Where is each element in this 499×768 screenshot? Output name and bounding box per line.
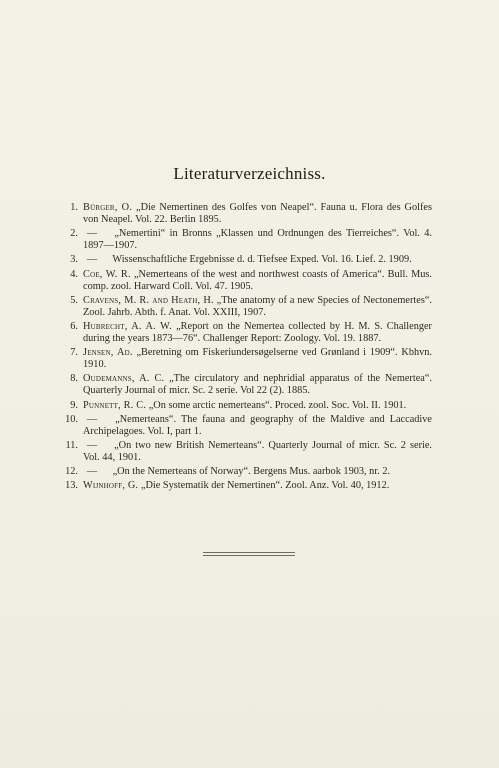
reference-author: Punnett, R. C. [83,399,147,411]
reference-text: Wissenschaftliche Ergebnisse d. d. Tiefsee Exped. Vol. 16. Lief. 2. 1909. [112,254,412,266]
reference-author: — [86,228,98,240]
reference-item [56,466,432,478]
reference-author: — [86,254,98,266]
reference-text: „Die Nemertinen des Golfes von Neapel“. Fauna u. Flora des Golfes von Neapel. Vol. 22. Berlin 1895. [83,202,432,225]
reference-item [56,321,432,345]
reference-item [56,480,432,492]
reference-author: Jensen, Ad. [83,347,133,359]
reference-text: „Nemertini“ in Bronns „Klassen und Ordnungen des Tierreiches“. Vol. 4. 1897—1907. [83,228,432,252]
reference-number: 9. [70,399,78,411]
reference-number: 2. [70,228,78,240]
reference-number: 1. [70,202,78,213]
reference-text: „On two new British Nemerteans“. Quarterly Journal of micr. Sc. 2 serie. Vol. 44, 1901. [83,439,433,463]
reference-item [56,440,432,464]
reference-author: — [86,439,98,451]
reference-number: 8. [70,373,78,385]
reference-number: 11. [65,439,78,451]
reference-list [56,202,432,494]
reference-author: Bürger, O. [83,202,133,213]
reference-number: 12. [65,466,78,478]
reference-item [56,400,432,412]
reference-item [56,269,432,293]
reference-item [56,228,432,252]
reference-author: — [86,413,98,425]
reference-text: „On some arctic nemerteans“. Proced. zool. Soc. Vol. II. 1901. [148,399,407,411]
reference-number: 6. [70,320,78,332]
reference-text: „Die Systematik der Nemertinen“. Zool. Anz. Vol. 40, 1912. [140,480,390,492]
double-rule-divider [203,552,295,556]
reference-item [56,414,432,438]
reference-number: 7. [70,347,78,359]
reference-text: „Nemerteans“. The fauna and geography of the Maldive and Laccadive Archipelagoes. Vol. I, part 1. [83,413,432,437]
reference-text: „The anatomy of a new Species of Nectonemertes“. Zool. Jahrb. Abth. f. Anat. Vol. XXIII, 1907. [83,294,432,318]
reference-number: 13. [65,480,78,492]
reference-author: Wijnhoff, G. [83,480,139,492]
reference-number: 3. [70,254,78,266]
reference-text: „Report on the Nemertea collected by H. M. S. Challenger during the years 1873—76“. Challenger Report: Zoology. Vol. 19. 1887. [83,320,432,344]
page-title: Literaturverzeichniss. [173,164,326,183]
reference-item [56,347,432,371]
reference-author: Hubrecht, A. A. W. [83,320,172,332]
reference-number: 10. [65,413,78,425]
reference-item [56,373,432,397]
reference-text: „Nemerteans of the west and northwest coasts of America“. Bull. Mus. comp. zool. Harward Coll. Vol. 47. 1905. [83,268,432,292]
reference-item [56,202,432,226]
reference-text: „The circulatory and nephridial apparatus of the Nemertea“. Quarterly Journal of micr. Sc. 2 serie. Vol 22 (2). 1885. [83,373,433,397]
reference-item [56,254,432,266]
reference-text: „On the Nemerteans of Norway“. Bergens Mus. aarbok 1903, nr. 2. [112,466,391,478]
reference-number: 4. [70,268,78,280]
reference-text: „Beretning om Fiskeriundersøgelserne ved Grønland i 1909“. Kbhvn. 1910. [83,347,432,371]
reference-author: Coe, W. R. [83,268,131,280]
reference-number: 5. [70,294,78,306]
reference-author: — [86,466,98,478]
reference-author: Oudemanns, A. C. [83,373,165,385]
reference-item [56,295,432,319]
reference-author: Cravens, M. R. and Heath, H. [83,294,214,306]
